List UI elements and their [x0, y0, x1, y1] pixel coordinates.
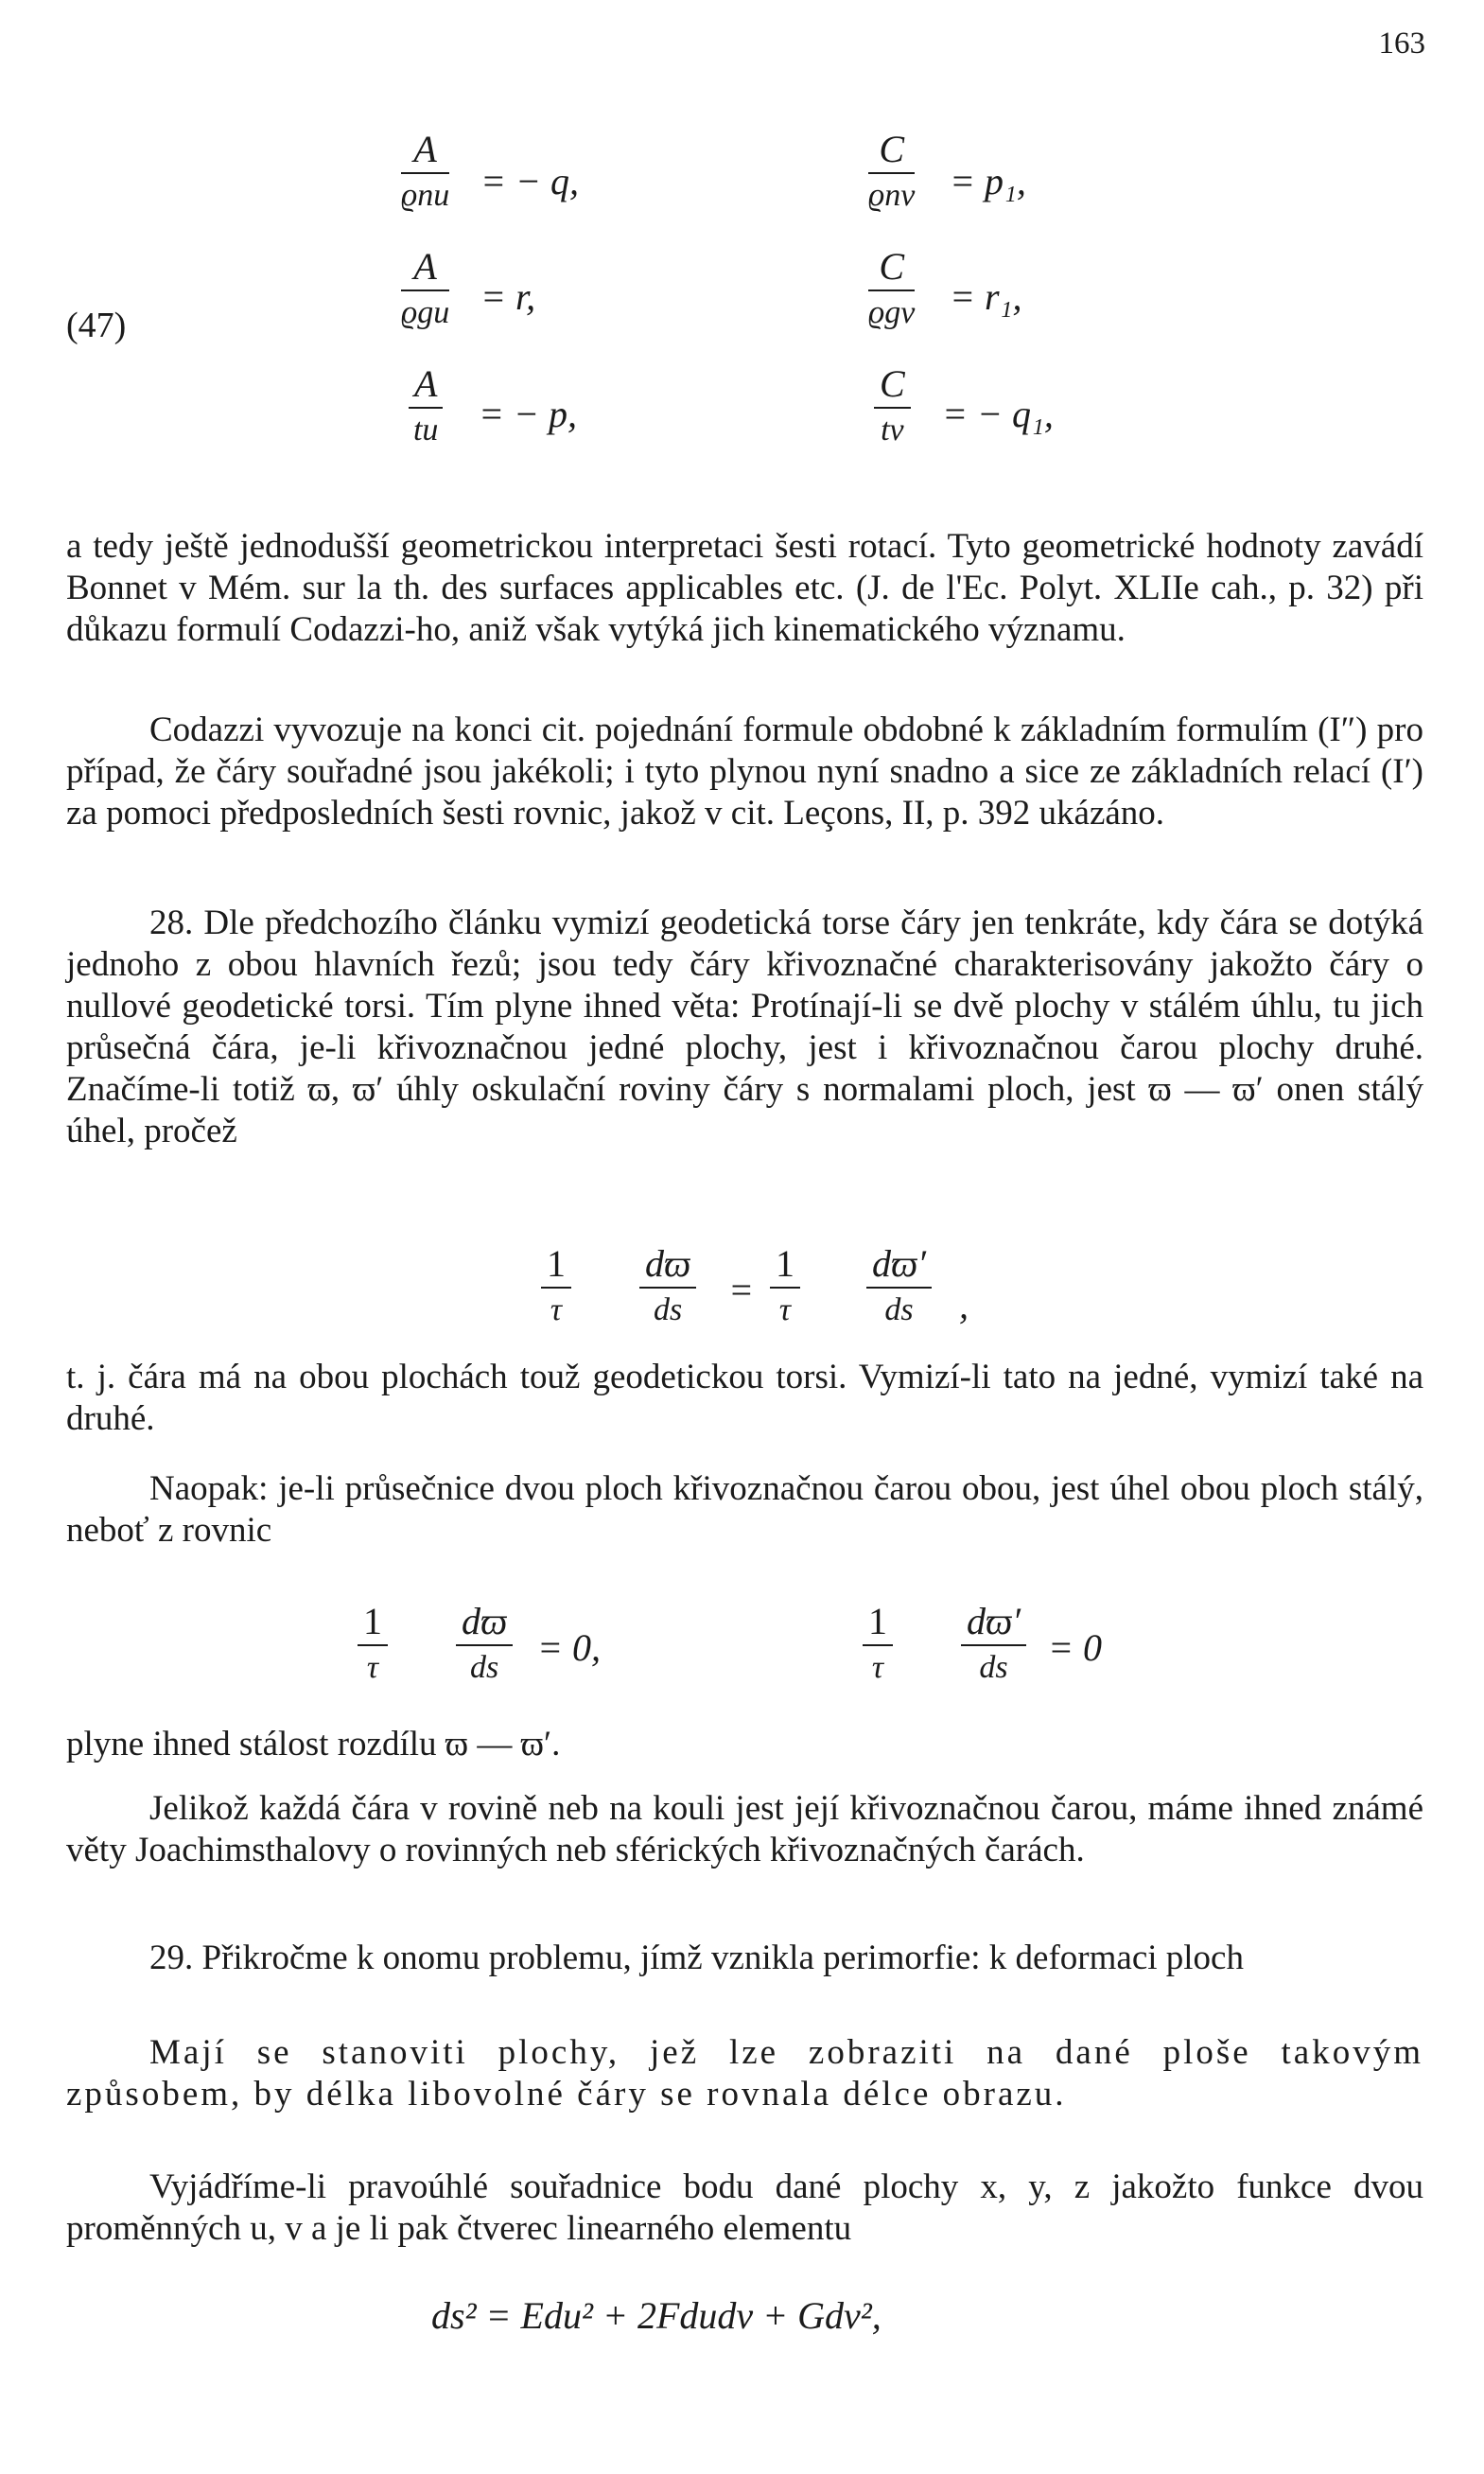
- fraction: [639, 1242, 696, 1327]
- paragraph: t. j. čára má na obou plochách touž geodetickou torsi. Vymizí-li tato na jedné, vymizí také na druhé.: [66, 1358, 1423, 1438]
- fraction: [866, 1242, 932, 1327]
- paragraph: 29. Přikročme k onomu problemu, jímž vznikla perimorfie: k deformaci ploch: [149, 1939, 1244, 1977]
- numerator: 1: [547, 1242, 566, 1285]
- paragraph: Jelikož každá čára v rovině neb na kouli jest její křivoznačnou čarou, máme ihned známé věty Joachimsthalovy o rovinných neb sférických křivoznačných čarách.: [66, 1789, 1423, 1869]
- fraction: [868, 128, 916, 213]
- page-number: 163: [1378, 26, 1425, 61]
- denominator: ϱnv: [868, 178, 916, 213]
- paragraph: Naopak: je-li průsečnice dvou ploch křivoznačnou čarou obou, jest úhel obou ploch stálý, neboť z rovnic: [66, 1469, 1423, 1550]
- denominator: ϱgu: [401, 295, 450, 330]
- equals-sign: =: [728, 1269, 754, 1311]
- paragraph: plyne ihned stálost rozdílu ϖ — ϖ′.: [66, 1725, 561, 1763]
- fraction: [868, 245, 916, 330]
- denominator: ϱnu: [401, 178, 450, 213]
- denominator: ds: [654, 1292, 683, 1327]
- equation-rhs: = − q₁,: [942, 393, 1054, 435]
- fraction: [541, 1242, 571, 1327]
- fraction: [863, 1600, 893, 1685]
- fraction: [358, 1600, 388, 1685]
- denominator: τ: [550, 1292, 563, 1327]
- paragraph-emphasis: Mají se stanoviti plochy, jež lze zobraziti na dané ploše takovým způsobem, by délka libovolné čáry se rovnala délce obrazu.: [66, 2033, 1423, 2114]
- denominator: ds: [470, 1650, 499, 1685]
- fraction: [409, 362, 443, 447]
- fraction: [770, 1242, 800, 1327]
- numerator: C: [879, 128, 905, 170]
- equation-rhs: = p₁,: [950, 160, 1026, 202]
- numerator: dϖ′: [967, 1600, 1021, 1642]
- fraction: [401, 128, 450, 213]
- denominator: tv: [881, 412, 904, 447]
- equation-rhs: = r,: [480, 275, 536, 318]
- denominator: ds: [884, 1292, 914, 1327]
- numerator: dϖ: [645, 1242, 691, 1285]
- denominator: ds: [979, 1650, 1008, 1685]
- numerator: C: [879, 245, 905, 288]
- numerator: 1: [776, 1242, 794, 1285]
- numerator: C: [880, 362, 905, 405]
- equation-rhs: = 0,: [537, 1626, 601, 1669]
- numerator: 1: [363, 1600, 382, 1642]
- numerator: dϖ′: [872, 1242, 926, 1285]
- fraction: [961, 1600, 1026, 1685]
- comma: ,: [959, 1284, 969, 1326]
- fraction: [456, 1600, 513, 1685]
- denominator: tu: [412, 412, 439, 447]
- equation-rhs: = 0: [1048, 1626, 1102, 1669]
- denominator: τ: [871, 1650, 884, 1685]
- numerator: A: [413, 128, 437, 170]
- numerator: A: [414, 362, 438, 405]
- numerator: 1: [868, 1600, 887, 1642]
- equation-rhs: = − q,: [480, 160, 579, 202]
- fraction: [874, 362, 911, 447]
- equation-rhs: = − p,: [479, 393, 577, 435]
- equation-label: (47): [66, 306, 127, 345]
- paragraph: Vyjádříme-li pravoúhlé souřadnice bodu dané plochy x, y, z jakožto funkce dvou proměnných u, v a je li pak čtverec linearného elementu: [66, 2167, 1423, 2248]
- denominator: ϱgv: [868, 295, 916, 330]
- numerator: dϖ: [462, 1600, 508, 1642]
- equation-rhs: = r₁,: [950, 275, 1022, 318]
- paragraph: Codazzi vyvozuje na konci cit. pojednání formule obdobné k základním formulím (I″) pro případ, že čáry souřadné jsou jakékoli; i tyto plynou nyní snadno a sice ze základních relací (I′) za pomoci předposledních šesti rovnic, jakož v cit. Leçons, II, p. 392 ukázáno.: [66, 711, 1423, 833]
- paragraph: a tedy ještě jednodušší geometrickou interpretaci šesti rotací. Tyto geometrické hodnoty zavádí Bonnet v Mém. sur la th. des surfaces applicables etc. (J. de l'Ec. Polyt. XLIIe cah., p. 32) při důkazu formulí Codazzi-ho, aniž však vytýká jich kinematického významu.: [66, 527, 1423, 649]
- denominator: τ: [366, 1650, 379, 1685]
- fraction: [401, 245, 450, 330]
- line-element-equation: ds² = Edu² + 2Fdudv + Gdv²,: [431, 2294, 882, 2337]
- numerator: A: [413, 245, 437, 288]
- paragraph: 28. Dle předchozího článku vymizí geodetická torse čáry jen tenkráte, kdy čára se dotýká jednoho z obou hlavních řezů; jsou tedy čáry křivoznačné charakterisovány jakožto čáry o nullové geodetické torsi. Tím plyne ihned věta: Protínají-li se dvě plochy v stálém úhlu, tu jich průsečná čára, je-li křivoznačnou jedné plochy, jest i křivoznačnou čarou plochy druhé. Značíme-li totiž ϖ, ϖ′ úhly oskulační roviny čáry s normalami ploch, jest ϖ — ϖ′ onen stálý úhel, pročež: [66, 904, 1423, 1150]
- denominator: τ: [778, 1292, 792, 1327]
